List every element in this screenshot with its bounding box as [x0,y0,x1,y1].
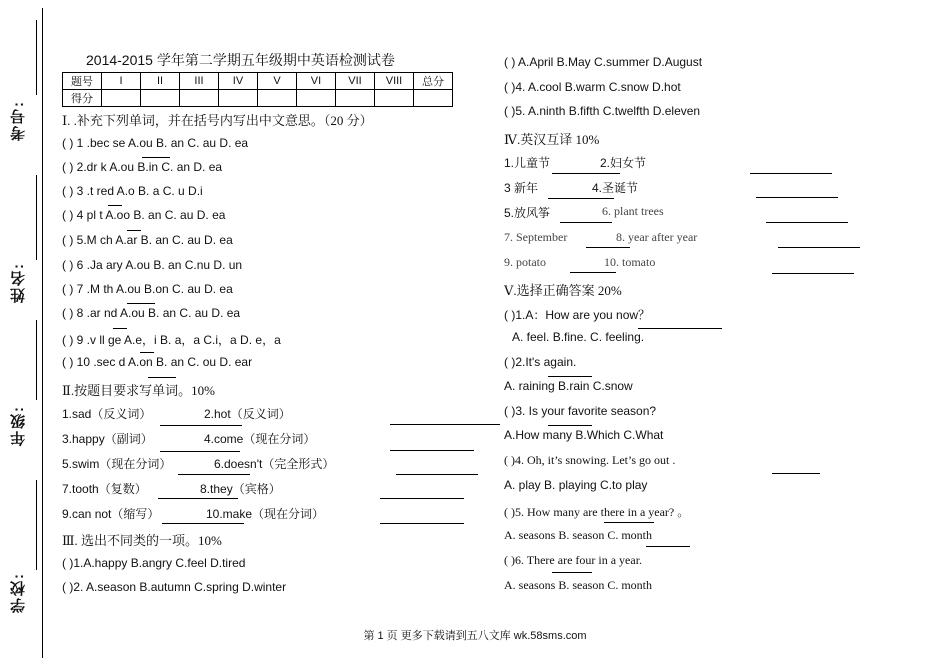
score-input-cell[interactable] [336,90,375,107]
score-input-cell[interactable] [414,90,453,107]
answer-blank[interactable] [570,272,616,273]
table-cell: IV [219,73,258,90]
question-item: ( )2.It's again. [504,355,577,369]
answer-blank[interactable] [766,222,848,223]
exam-number-blank[interactable] [36,20,37,95]
question-item: ( )4. Oh, it’s snowing. Let’s go out . [504,453,676,467]
question-item: ( )1.A.happy B.angry C.feel D.tired [62,556,246,570]
score-value-row [63,90,453,107]
section2-heading: Ⅱ.按题目要求写单词。10% [62,383,215,398]
answer-blank[interactable] [548,425,592,426]
question-item: ( ) 1 .bec se A.ou B. an C. au D. ea [62,136,249,150]
page-title: 2014-2015 学年第二学期五年级期中英语检测试卷 [86,52,395,68]
answer-blank[interactable] [162,523,244,524]
question-item: ( ) 9 .v ll ge A.e，i B. a，a C.i，a D. e，a [62,333,281,347]
score-input-cell[interactable] [180,90,219,107]
question-item: 10. tomato [604,255,656,269]
section5-heading: Ⅴ.选择正确答案 20% [504,283,622,298]
score-table [62,72,453,107]
question-item: 6. plant trees [602,204,664,218]
question-item: A. raining B.rain C.snow [504,379,633,393]
table-cell: VI [297,73,336,90]
table-cell: V [258,73,297,90]
score-input-cell[interactable] [375,90,414,107]
score-input-cell[interactable] [219,90,258,107]
question-item: A. seasons B. season C. month [504,528,652,542]
answer-blank[interactable] [142,157,170,158]
answer-blank[interactable] [178,474,250,475]
answer-blank[interactable] [127,303,155,304]
answer-blank[interactable] [113,328,127,329]
question-item: 3.happy（副词） [62,432,153,446]
table-cell: 题号 [63,73,102,90]
table-cell: VII [336,73,375,90]
name-label: 姓名: [10,262,27,303]
answer-blank[interactable] [772,473,820,474]
answer-blank[interactable] [778,247,860,248]
answer-blank[interactable] [148,377,176,378]
score-header-row [63,73,453,90]
question-item: 4.圣诞节 [592,181,639,195]
answer-blank[interactable] [560,222,612,223]
answer-blank[interactable] [604,522,654,523]
question-item: A. feel. B.fine. C. feeling. [512,330,645,344]
question-item: ( )3. Is your favorite season? [504,404,657,418]
question-item: 7.tooth（复数） [62,482,147,496]
question-item: A. play B. playing C.to play [504,478,648,492]
answer-blank[interactable] [108,205,122,206]
question-item: 5.放风筝 [504,206,551,220]
question-item: 1.sad（反义词） [62,407,152,421]
answer-blank[interactable] [772,273,854,274]
answer-blank[interactable] [390,450,474,451]
table-cell: VIII [375,73,414,90]
question-item: ( ) 10 .sec d A.on B. an C. ou D. ear [62,355,253,369]
name-blank[interactable] [36,175,37,260]
answer-blank[interactable] [750,173,832,174]
question-item: 2.妇女节 [600,156,647,170]
answer-blank[interactable] [380,523,464,524]
answer-blank[interactable] [140,352,154,353]
question-item: 1.儿童节 [504,156,551,170]
question-item: 2.hot（反义词） [204,407,291,421]
question-item: 7. September [504,230,568,244]
question-item: 5.swim（现在分词） [62,457,172,471]
binding-line [42,8,43,658]
answer-blank[interactable] [390,424,500,425]
question-item: 9.can not（缩写） [62,507,160,521]
score-input-cell[interactable] [258,90,297,107]
question-item: ( )6. There are four in a year. [504,553,643,567]
question-item: ( )5. How many are there in a year? 。 [504,505,690,519]
question-item: 9. potato [504,255,546,269]
answer-blank[interactable] [586,247,630,248]
grade-label: 年级: [10,405,27,446]
answer-blank[interactable] [380,498,464,499]
table-cell: I [102,73,141,90]
question-item: ( ) A.April B.May C.summer D.August [504,55,703,69]
question-item: ( ) 4 pl t A.oo B. an C. au D. ea [62,208,226,222]
grade-blank[interactable] [36,320,37,400]
answer-blank[interactable] [638,328,722,329]
answer-blank[interactable] [396,474,478,475]
question-item: ( )4. A.cool B.warm C.snow D.hot [504,80,681,94]
table-cell: III [180,73,219,90]
answer-blank[interactable] [160,425,242,426]
section1-heading: Ⅰ. .补充下列单词，并在括号内写出中文意思。（20 分） [62,113,373,128]
answer-blank[interactable] [127,230,141,231]
question-item: 3 新年 [504,181,539,195]
section3-heading: Ⅲ. 选出不同类的一项。10% [62,533,222,548]
question-item: ( )1.A：How are you now？ [504,308,651,322]
table-cell: II [141,73,180,90]
question-item: 8. year after year [616,230,698,244]
page-footer: 第 1 页 更多下载请到五八文库 wk.58sms.com [363,630,587,642]
answer-blank[interactable] [552,173,620,174]
question-item: 8.they（宾格） [200,482,281,496]
school-label: 学校: [10,572,27,613]
answer-blank[interactable] [160,451,240,452]
answer-blank[interactable] [548,376,592,377]
answer-blank[interactable] [158,498,238,499]
school-blank[interactable] [36,480,37,570]
question-item: ( ) 2.dr k A.ou B.in C. an D. ea [62,160,223,174]
question-item: 6.doesn't（完全形式） [214,457,335,471]
question-item: 4.come（现在分词） [204,432,316,446]
question-item: 10.make（现在分词） [206,507,325,521]
score-input-cell[interactable] [297,90,336,107]
score-input-cell[interactable] [102,90,141,107]
question-item: ( ) 7 .M th A.ou B.on C. au D. ea [62,282,233,296]
question-item: ( ) 8 .ar nd A.ou B. an C. au D. ea [62,306,241,320]
question-item: A.How many B.Which C.What [504,428,664,442]
answer-blank[interactable] [646,546,690,547]
section4-heading: Ⅳ.英汉互译 10% [504,132,600,147]
table-cell: 得分 [63,90,102,107]
answer-blank[interactable] [756,197,838,198]
question-item: ( ) 3 .t red A.o B. a C. u D.i [62,184,203,198]
question-item: ( )5. A.ninth B.fifth C.twelfth D.eleven [504,104,701,118]
question-item: ( ) 6 .Ja ary A.ou B. an C.nu D. un [62,258,243,272]
table-cell: 总分 [414,73,453,90]
answer-blank[interactable] [548,198,614,199]
question-item: A. seasons B. season C. month [504,578,652,592]
exam-number-label: 考号: [10,100,27,141]
answer-blank[interactable] [552,572,592,573]
question-item: ( ) 5.M ch A.ar B. an C. au D. ea [62,233,233,247]
question-item: ( )2. A.season B.autumn C.spring D.winter [62,580,287,594]
score-input-cell[interactable] [141,90,180,107]
